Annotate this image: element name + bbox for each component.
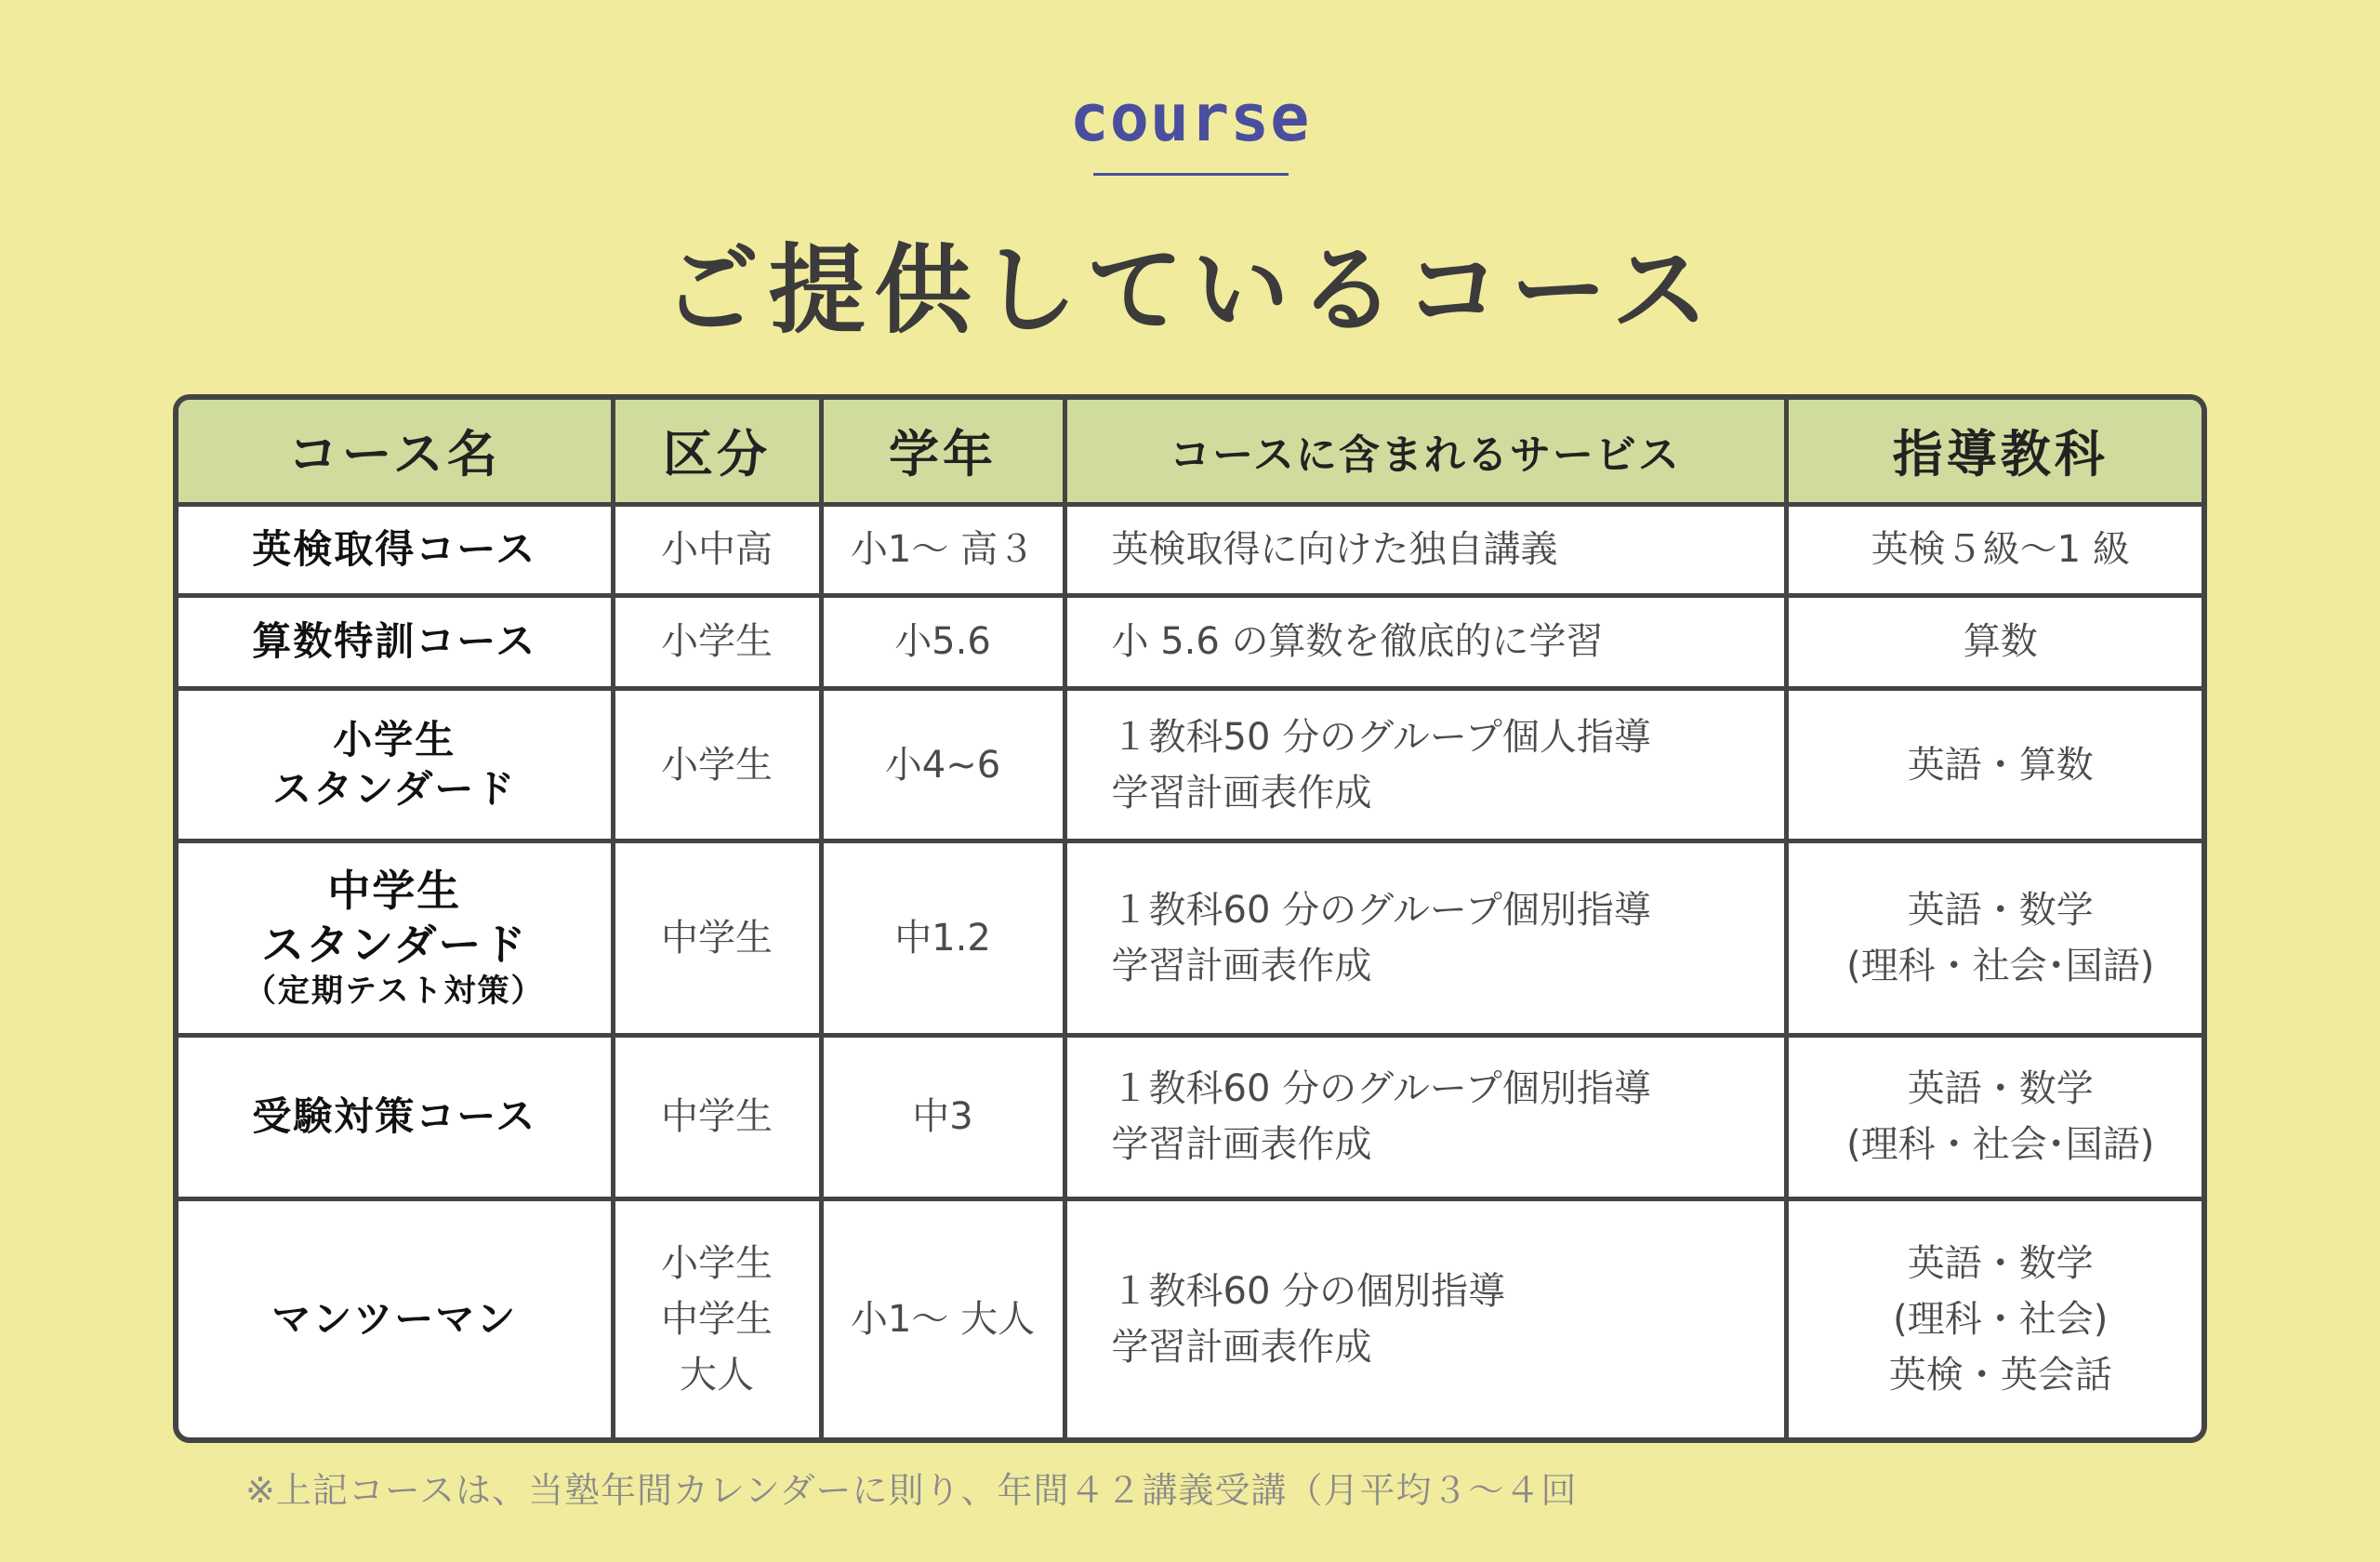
section-eyebrow: course (1069, 80, 1311, 156)
course-subjects (1786, 504, 2207, 595)
course-category (613, 504, 821, 595)
course-subjects (1786, 1198, 2207, 1437)
course-name-line: 中学生 (327, 866, 462, 917)
category-line: 中学生 (661, 1297, 773, 1341)
service-line: １教科60 分のグループ個別指導 (1111, 1067, 1651, 1111)
table-row (178, 595, 2207, 688)
category-line: 小中高 (661, 528, 773, 572)
course-name-line: スタンダード (272, 765, 517, 812)
page-title: ご提供しているコース (662, 233, 1718, 347)
course-category (613, 1198, 821, 1437)
header-grade: 学年 (821, 400, 1064, 504)
table-row (178, 688, 2207, 841)
service-line: １教科60 分のグループ個別指導 (1111, 888, 1651, 932)
category-line: 小学生 (661, 743, 773, 787)
course-name-line: スタンダード (261, 919, 528, 970)
course-name-line: マンツーマン (271, 1295, 518, 1342)
table-row (178, 1035, 2207, 1198)
course-name-line: 小学生 (333, 717, 456, 763)
header-services: コースに含まれるサービス (1064, 400, 1786, 504)
course-subjects (1786, 841, 2207, 1035)
course-name-line: 受験対策コース (252, 1093, 537, 1140)
course-category (613, 1035, 821, 1198)
subject-line: 英語・数学 (1907, 1241, 2094, 1285)
course-category (613, 688, 821, 841)
service-line: 小 5.6 の算数を徹底的に学習 (1111, 620, 1604, 664)
course-grade: 小5.6 (821, 595, 1064, 688)
table-row (178, 841, 2207, 1035)
service-line: 学習計画表作成 (1111, 1123, 1372, 1167)
course-services (1064, 688, 1786, 841)
course-subjects (1786, 595, 2207, 688)
course-services (1064, 841, 1786, 1035)
course-table (173, 394, 2207, 1443)
course-services (1064, 595, 1786, 688)
subject-line: 英検・英会話 (1888, 1353, 2112, 1397)
subject-line: 算数 (1963, 620, 2038, 664)
subject-line: (理科・社会･国語) (1846, 1123, 2155, 1167)
course-grade: 中1.2 (821, 841, 1064, 1035)
subject-line: 英語・数学 (1907, 888, 2094, 932)
course-name (178, 1035, 613, 1198)
category-line: 中学生 (661, 916, 773, 960)
subject-line: (理科・社会･国語) (1846, 944, 2155, 987)
course-grade: 小1～ 高３ (821, 504, 1064, 595)
service-line: 英検取得に向けた独自講義 (1111, 528, 1558, 572)
footnote: ※上記コースは、当塾年間カレンダーに則り、年間４２講義受講（月平均３～４回 (245, 1470, 1578, 1511)
course-name-note: （定期テスト対策） (244, 973, 545, 1011)
header-course-name: コース名 (178, 400, 613, 504)
course-grade: 小1～ 大人 (821, 1198, 1064, 1437)
table-header-row (178, 400, 2207, 504)
subject-line: 英検５級～1 級 (1871, 528, 2130, 572)
eyebrow-underline (1093, 173, 1289, 176)
course-services (1064, 504, 1786, 595)
category-line: 小学生 (661, 1241, 773, 1285)
course-category (613, 595, 821, 688)
course-subjects (1786, 688, 2207, 841)
course-name (178, 1198, 613, 1437)
table-row (178, 504, 2207, 595)
table-row (178, 1198, 2207, 1437)
service-line: １教科50 分のグループ個人指導 (1111, 715, 1651, 759)
subject-line: (理科・社会) (1893, 1297, 2109, 1341)
service-line: 学習計画表作成 (1111, 944, 1372, 987)
course-name (178, 688, 613, 841)
category-line: 中学生 (661, 1095, 773, 1139)
header-subjects: 指導教科 (1786, 400, 2207, 504)
service-line: 学習計画表作成 (1111, 771, 1372, 814)
course-grade: 小4~6 (821, 688, 1064, 841)
service-line: １教科60 分の個別指導 (1111, 1269, 1506, 1313)
category-line: 小学生 (661, 620, 773, 664)
course-services (1064, 1035, 1786, 1198)
course-services (1064, 1198, 1786, 1437)
subject-line: 英語・数学 (1907, 1067, 2094, 1111)
course-name (178, 841, 613, 1035)
course-subjects (1786, 1035, 2207, 1198)
category-line: 大人 (680, 1353, 754, 1397)
course-name-line: 算数特訓コース (252, 618, 537, 665)
header-category: 区分 (613, 400, 821, 504)
course-name (178, 595, 613, 688)
service-line: 学習計画表作成 (1111, 1325, 1372, 1369)
course-name-line: 英検取得コース (252, 525, 537, 572)
course-category (613, 841, 821, 1035)
course-name (178, 504, 613, 595)
course-grade: 中3 (821, 1035, 1064, 1198)
subject-line: 英語・算数 (1907, 743, 2094, 787)
